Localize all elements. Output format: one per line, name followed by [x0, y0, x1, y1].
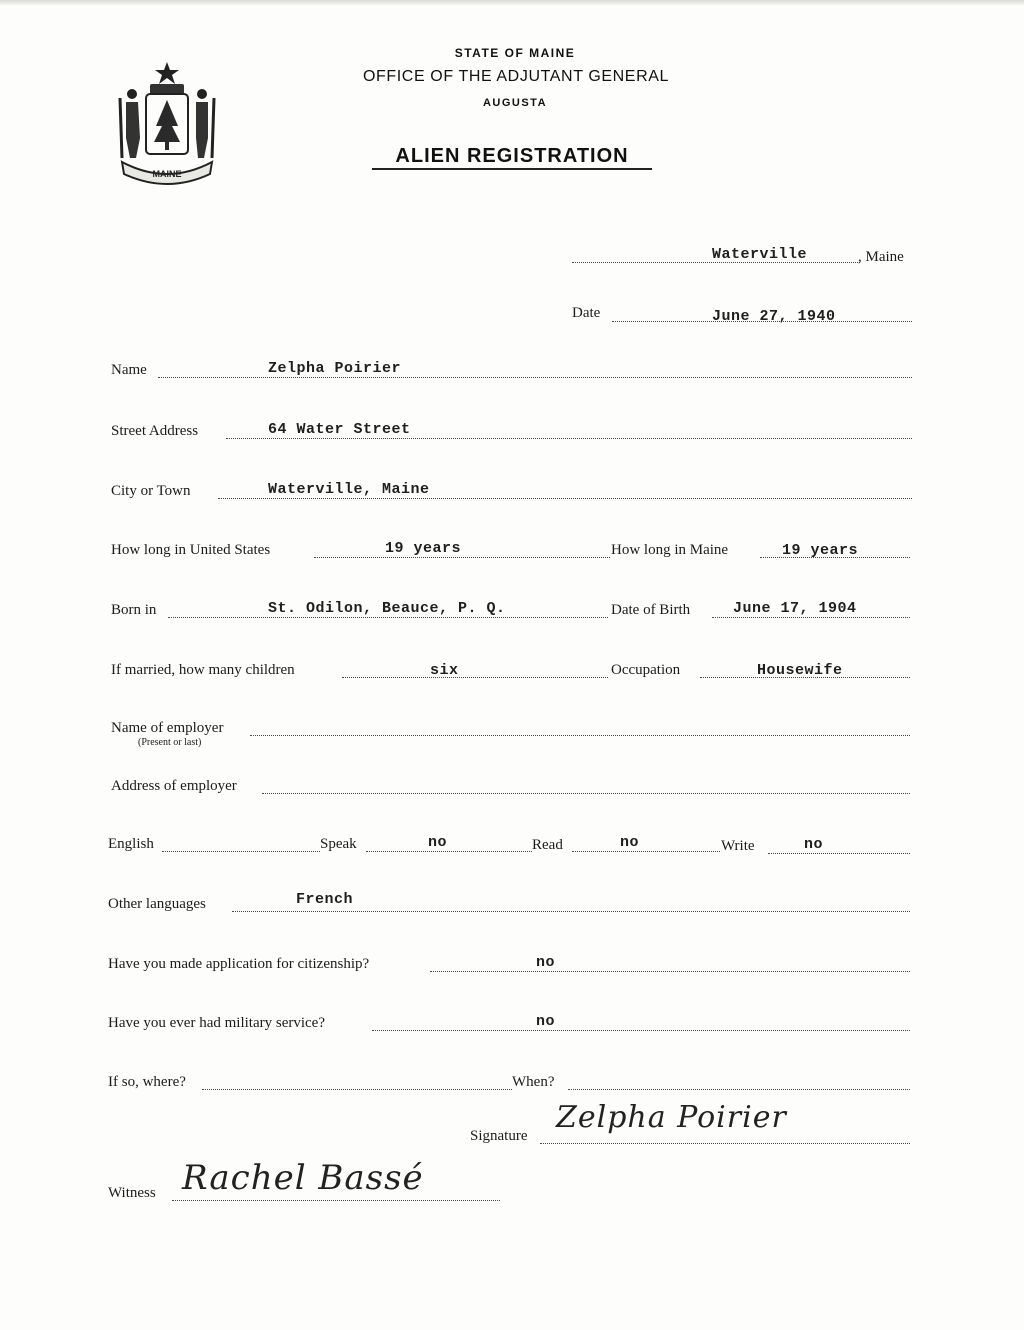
read-label: Read [532, 837, 563, 853]
employer-name-dots [250, 735, 910, 736]
city-value: Waterville, Maine [268, 481, 430, 498]
header-office: OFFICE OF THE ADJUTANT GENERAL [362, 68, 670, 85]
header-city: AUGUSTA [482, 97, 548, 109]
svg-text:MAINE: MAINE [152, 169, 182, 179]
employer-address-dots [262, 793, 910, 794]
born-in-dots [168, 617, 608, 618]
place-town-value: Waterville [712, 246, 808, 263]
citizenship-dots [430, 971, 910, 972]
witness-dots [172, 1200, 500, 1201]
occupation-label: Occupation [611, 662, 681, 678]
date-of-birth-label: Date of Birth [611, 602, 691, 618]
signature-dots [540, 1143, 910, 1144]
how-long-us-dots [314, 557, 610, 558]
employer-address-label: Address of employer [111, 778, 237, 794]
street-address-dots [226, 438, 912, 439]
speak-dots [366, 851, 532, 852]
when-label: When? [512, 1074, 555, 1090]
witness-handwriting: Rachel Bassé [182, 1158, 424, 1198]
read-dots [572, 851, 720, 852]
read-value: no [620, 834, 640, 851]
city-label: City or Town [111, 483, 191, 499]
write-label: Write [721, 838, 755, 854]
born-in-label: Born in [111, 602, 157, 618]
where-dots [202, 1089, 512, 1090]
military-label: Have you ever had military service? [108, 1015, 325, 1031]
title-underline [372, 168, 652, 170]
where-label: If so, where? [108, 1074, 186, 1090]
city-dots [218, 498, 912, 499]
witness-label: Witness [108, 1185, 156, 1201]
street-address-label: Street Address [111, 423, 199, 439]
date-value: June 27, 1940 [712, 308, 836, 325]
write-dots [768, 853, 910, 854]
children-value: six [430, 662, 459, 679]
how-long-maine-value: 19 years [782, 542, 859, 559]
speak-label: Speak [320, 836, 357, 852]
other-languages-label: Other languages [108, 896, 206, 912]
name-label: Name [111, 362, 147, 378]
employer-name-label: Name of employer [111, 720, 224, 736]
date-of-birth-value: June 17, 1904 [733, 600, 857, 617]
date-label: Date [572, 305, 601, 321]
other-languages-value: French [296, 891, 354, 908]
children-dots [342, 677, 608, 678]
military-dots [372, 1030, 910, 1031]
english-label: English [108, 836, 154, 852]
name-dots [158, 377, 912, 378]
street-address-value: 64 Water Street [268, 421, 411, 438]
place-state-label: , Maine [858, 249, 904, 265]
form-title: ALIEN REGISTRATION [395, 145, 629, 167]
speak-value: no [428, 834, 448, 851]
military-value: no [536, 1013, 556, 1030]
children-label: If married, how many children [111, 662, 295, 678]
signature-handwriting: Zelpha Poirier [556, 1100, 787, 1135]
occupation-value: Housewife [757, 662, 843, 679]
how-long-us-value: 19 years [385, 540, 462, 557]
citizenship-value: no [536, 954, 556, 971]
write-value: no [804, 836, 824, 853]
english-dots [162, 851, 320, 852]
born-in-value: St. Odilon, Beauce, P. Q. [268, 600, 506, 617]
signature-label: Signature [470, 1128, 528, 1144]
name-value: Zelpha Poirier [268, 360, 402, 377]
citizenship-label: Have you made application for citizenship? [108, 956, 370, 972]
page-edge [0, 0, 1024, 6]
employer-name-sublabel: (Present or last) [138, 737, 202, 748]
how-long-us-label: How long in United States [111, 542, 271, 558]
date-of-birth-dots [712, 617, 910, 618]
when-dots [568, 1089, 910, 1090]
how-long-maine-label: How long in Maine [611, 542, 729, 558]
other-languages-dots [232, 911, 910, 912]
header-state: STATE OF MAINE [454, 46, 576, 60]
